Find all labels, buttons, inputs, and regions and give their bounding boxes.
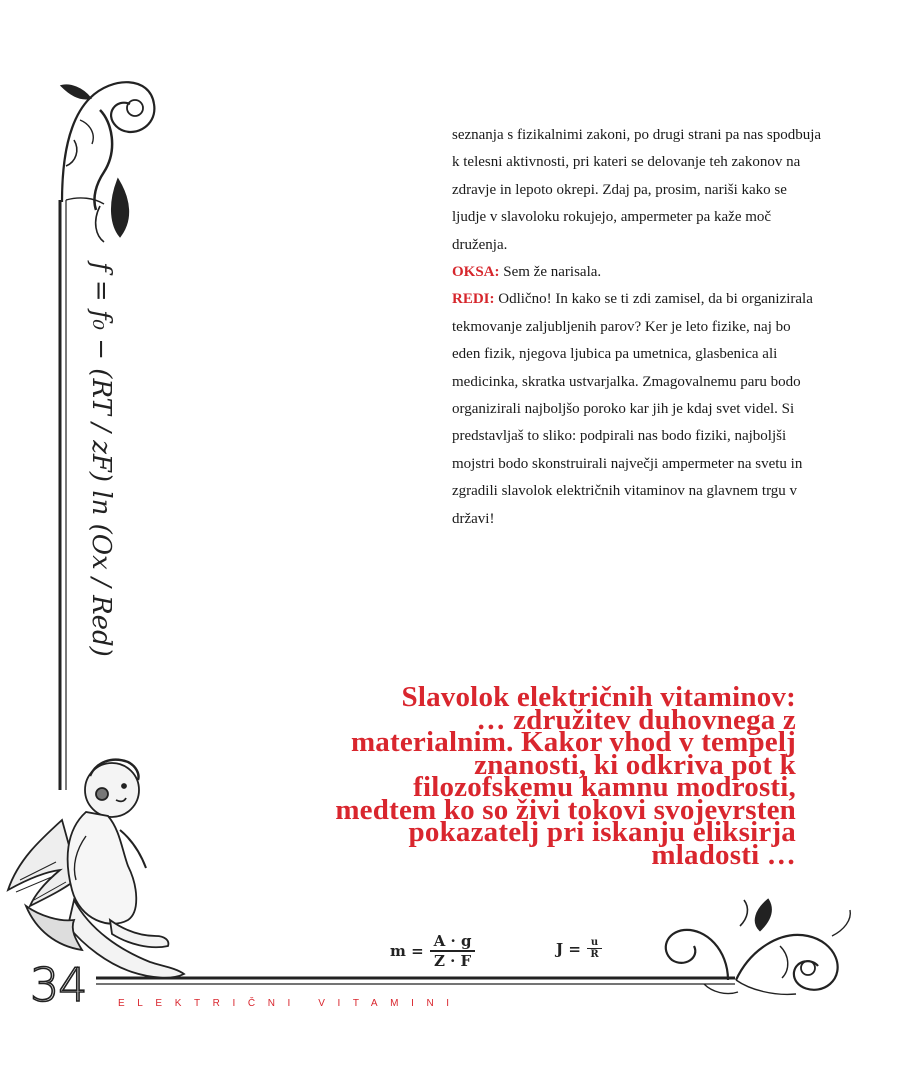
quote-line: medtem ko so živi tokovi svojevrsten <box>335 793 796 826</box>
quote-line: materialnim. Kakor vhod v tempelj <box>350 726 796 758</box>
paragraph-redi <box>452 286 822 533</box>
formula-current-numerator: u <box>587 937 602 949</box>
cherub-icon <box>8 760 184 978</box>
quote-line: Slavolok električnih vitaminov: <box>401 681 796 713</box>
speaker-oksa: OKSA: <box>452 264 500 281</box>
quote-line: mladosti … <box>651 838 796 871</box>
paragraph-intro: seznanja s fizikalnimi zakoni, po drugi strani pa nas spodbuja k telesni aktivnosti, pri kateri se delovanje teh zakonov na zdravje in lepoto okrepi. Zdaj pa, prosim, nariši kako se ljudje v slavoloku rokujejo, ampermeter pa kaže moč druženja. <box>452 127 822 253</box>
formula-mass-denominator: Z · F <box>433 952 472 970</box>
formula-mass-lhs: m = <box>390 942 424 960</box>
speaker-redi: REDI: <box>452 291 495 308</box>
formula-mass <box>390 932 475 970</box>
ornamental-scroll-top-icon <box>62 82 154 242</box>
redi-text: Odlično! In kako se ti zdi zamisel, da bi organizirala tekmovanje zaljubljenih parov? Ker je leto fizike, naj bo eden fizik, njegova ljubica pa umetnica, glasbenica ali medicinka, skratka ustvarjalka. Zmagovalnemu paru bodo organizirali najboljšo poroko kar jih je kdaj svet videl. Si predstavljaš to sliko: podpirali nas bodo fiziki, najboljši mojstri bodo skonstruirali največji ampermeter na svetu in zgradili slavolok električnih vitaminov na glavnem trgu v državi! <box>452 291 813 527</box>
frame-vertical-line <box>60 200 66 790</box>
oksa-text: Sem že narisala. <box>499 264 602 281</box>
paragraph-oksa <box>452 259 822 286</box>
formula-mass-fraction <box>430 932 476 970</box>
ornamental-scroll-bottom-right-icon <box>666 900 851 994</box>
quote-line: pokazatelj pri iskanju eliksirja <box>408 816 796 848</box>
vertical-formula: f = f₀ − (RT / zF) ln (Ox / Red) <box>86 262 116 657</box>
formula-current-denominator: R <box>590 949 599 960</box>
formula-mass-numerator: A · g <box>430 932 476 952</box>
pull-quote <box>236 681 796 871</box>
quote-line: filozofskemu kamnu modrosti, <box>413 771 796 803</box>
frame-horizontal-line <box>96 978 735 984</box>
quote-line: … združitev duhovnega z <box>476 703 796 736</box>
formula-current <box>556 937 602 960</box>
formula-current-lhs: J = <box>556 939 581 958</box>
formula-current-fraction <box>587 937 602 960</box>
body-text <box>452 122 822 533</box>
page-number: 34 <box>30 958 87 1012</box>
running-title: ELEKTRIČNI VITAMINI <box>118 998 462 1009</box>
quote-line: znanosti, ki odkriva pot k <box>474 748 796 781</box>
